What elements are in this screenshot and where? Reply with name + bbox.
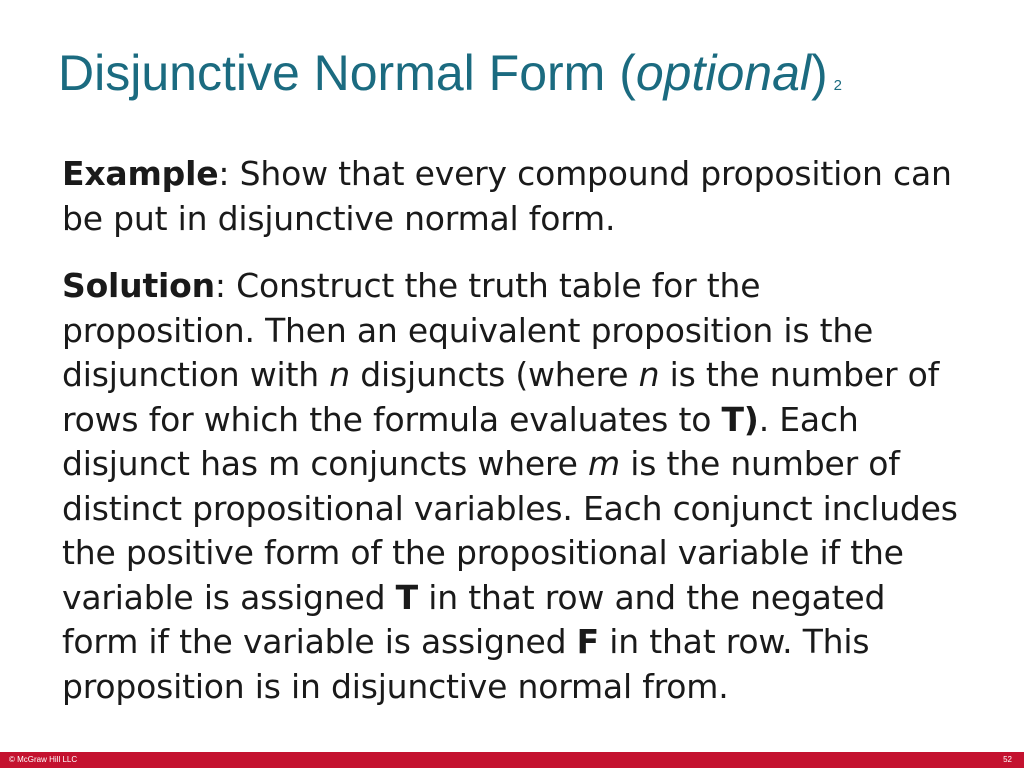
footer-copyright: © McGraw Hill LLC — [9, 755, 78, 764]
variable-m: m — [588, 444, 620, 483]
bold-true: T — [395, 577, 418, 617]
solution-paragraph — [62, 264, 962, 709]
page-number: 52 — [1003, 755, 1012, 764]
example-label: Example — [62, 154, 219, 193]
variable-n-second: n — [638, 355, 660, 394]
solution-label: Solution — [62, 266, 215, 305]
solution-text-1: : Construct the truth table for the proposition. Then an equivalent proposition is the disjunction with — [62, 266, 874, 394]
example-text: : Show that every compound proposition can be put in disjunctive normal form. — [62, 154, 952, 238]
bold-true-paren: T) — [721, 399, 759, 439]
title-main: Disjunctive Normal Form ( — [58, 45, 636, 101]
footer-bar — [0, 752, 1024, 768]
solution-text-3: is the number of rows for which the formula evaluates to — [62, 355, 940, 439]
title-optional: optional — [635, 45, 812, 101]
slide-body — [62, 152, 962, 709]
solution-text-2: disjuncts (where — [349, 355, 639, 394]
bold-false: F — [576, 622, 599, 661]
variable-n: n — [329, 355, 350, 394]
title-close-paren: ) — [811, 45, 828, 101]
solution-text-4: . Each disjunct has m conjuncts where — [62, 399, 859, 483]
solution-text-7: in that row. This proposition is in disjunctive normal from. — [62, 622, 870, 706]
solution-text-6: in that row and the negated form if the variable is assigned — [62, 577, 886, 661]
title-subscript: 2 — [833, 77, 843, 94]
solution-text-5: is the number of distinct propositional variables. Each conjunct includes the positive form of the propositional variable if the variable is assigned — [62, 444, 958, 617]
example-paragraph — [62, 152, 962, 241]
slide-title — [58, 38, 998, 121]
